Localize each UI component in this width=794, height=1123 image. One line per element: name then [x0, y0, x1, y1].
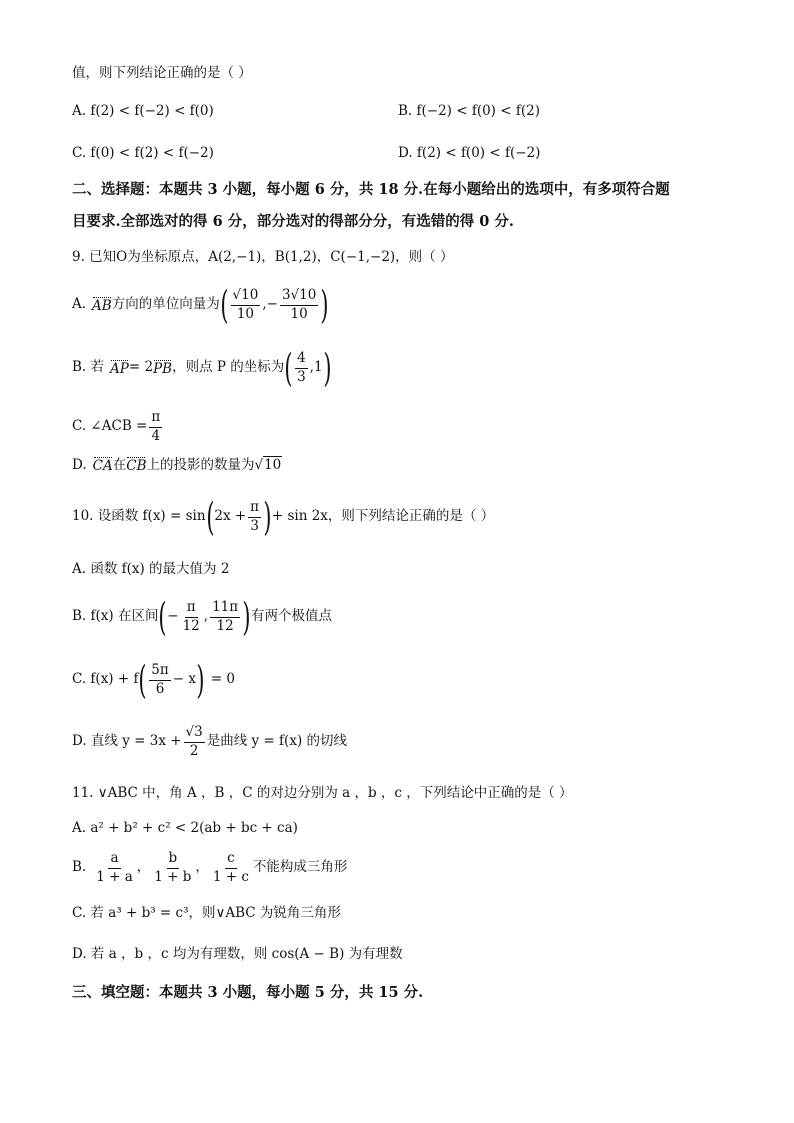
q11-option-c: C. 若 a³ + b³ = c³，则∨ABC 为锐角三角形	[72, 905, 341, 921]
q9-a-text: 方向的单位向量为	[111, 296, 220, 313]
q8-stem: 值，则下列结论正确的是（ ）	[72, 65, 252, 81]
q9-option-c	[72, 411, 164, 443]
q10-option-a: A. 函数 f(x) 的最大值为 2	[72, 561, 230, 577]
q8-option-b: B. f(−2) < f(0) < f(2)	[398, 103, 540, 119]
q10-option-b: B. f(x) 在区间 ( − $\frac{\pi}{12}$ , $\frac{11\pi}{12}$ ) 有两个极值点	[72, 595, 332, 639]
fraction: $\frac{√3}{2}$	[185, 724, 203, 759]
q11-b-text: 不能构成三角形	[252, 859, 348, 876]
fraction: $\frac{\pi}{12}$	[182, 599, 200, 634]
q9-option-a: A. AB 方向的单位向量为 ( $\frac{√10}{10}$ ,− $\frac{3√10}{10}$ )	[72, 283, 329, 327]
q9-a-label: A.	[72, 296, 87, 313]
q9-c-label: C. ∠ACB =	[72, 418, 148, 435]
q10-stem-inner: 2x +	[214, 508, 247, 525]
q10-option-c: C. f(x) + f ( $\frac{5\pi}{6}$ − x ) = 0	[72, 658, 236, 702]
fraction: $\frac{5\pi}{6}$	[151, 662, 169, 697]
q10-d-text: 是曲线 y = f(x) 的切线	[206, 733, 347, 750]
vector-ca: CA	[92, 458, 113, 474]
q11-option-d: D. 若 a ，b ，c 均为有理数，则 cos(A − B) 为有理数	[72, 946, 403, 962]
q10-stem-a: 10. 设函数 f(x) = sin	[72, 508, 206, 525]
q10-b-label: B. f(x) 在区间	[72, 608, 159, 625]
q10-d-label: D. 直线 y = 3x +	[72, 733, 182, 750]
fraction: $\frac{\pi}{4}$	[151, 409, 161, 444]
q8-option-a: A. f(2) < f(−2) < f(0)	[72, 103, 214, 119]
section2-heading-line2: 目要求.全部选对的得 6 分，部分选对的得部分分，有选错的得 0 分.	[72, 213, 514, 230]
q11-option-b: B. $\frac{a}{1 + a}$ ， $\frac{b}{1 + b}$ ， $\frac{c}{1 + c}$ 不能构成三角形	[72, 850, 348, 885]
fraction: $\frac{3√10}{10}$	[281, 287, 317, 322]
fraction: $\frac{\pi}{3}$	[250, 499, 260, 534]
q11-b-label: B.	[72, 859, 87, 876]
q10-stem: 10. 设函数 f(x) = sin ( 2x + $\frac{\pi}{3}$ ) + sin 2x，则下列结论正确的是（ ）	[72, 495, 495, 539]
q10-stem-b: + sin 2x，则下列结论正确的是（ ）	[271, 508, 495, 525]
vector-pb: PB	[153, 360, 173, 377]
q10-c-tail: − x	[172, 671, 196, 688]
q11-option-a: A. a² + b² + c² < 2(ab + bc + ca)	[72, 820, 298, 836]
fraction: $\frac{c}{1 + c}$	[212, 850, 249, 885]
q9-d-mid: 在	[112, 456, 127, 473]
fraction: $\frac{4}{3}$	[297, 350, 306, 385]
q9-d-label: D.	[72, 456, 87, 473]
q9-b-equals: = 2	[128, 359, 154, 376]
q10-b-text: 有两个极值点	[250, 608, 332, 625]
q8-option-d: D. f(2) < f(0) < f(−2)	[398, 145, 541, 161]
vector-ab: AB	[92, 297, 112, 314]
q9-option-b: B. 若 AP = 2 PB ，则点 P 的坐标为 ( $\frac{4}{3}$ ,1 )	[72, 346, 332, 390]
vector-ap: AP	[110, 360, 129, 377]
q10-option-d	[72, 726, 347, 758]
q10-c-label: C. f(x) + f	[72, 671, 139, 688]
q9-option-d	[72, 457, 282, 474]
q9-b-label: B. 若	[72, 359, 105, 376]
fraction: $\frac{√10}{10}$	[232, 287, 259, 322]
fraction: $\frac{11\pi}{12}$	[212, 599, 239, 634]
sqrt-expression: √10	[254, 456, 282, 473]
q11-stem: 11. ∨ABC 中，角 A ，B ，C 的对边分别为 a ，b ，c ，下列结论中正确的是（ ）	[72, 785, 573, 801]
q9-b-text: ，则点 P 的坐标为	[172, 359, 285, 376]
fraction: $\frac{a}{1 + a}$	[96, 850, 133, 885]
q10-c-eq: = 0	[210, 671, 236, 688]
fraction: $\frac{b}{1 + b}$	[154, 850, 192, 885]
section2-heading-line1: 二、选择题：本题共 3 小题，每小题 6 分，共 18 分.在每小题给出的选项中，有多项符合题	[72, 181, 670, 198]
section3-heading: 三、填空题：本题共 3 小题，每小题 5 分，共 15 分.	[72, 984, 424, 1001]
q8-option-c: C. f(0) < f(2) < f(−2)	[72, 145, 214, 161]
q9-d-text: 上的投影的数量为	[146, 456, 255, 473]
vector-cb: CB	[126, 458, 147, 474]
q9-b-tail: ,1	[309, 359, 323, 376]
q9-stem: 9. 已知O为坐标原点，A(2,−1)，B(1,2)，C(−1,−2)，则（ ）	[72, 249, 454, 265]
